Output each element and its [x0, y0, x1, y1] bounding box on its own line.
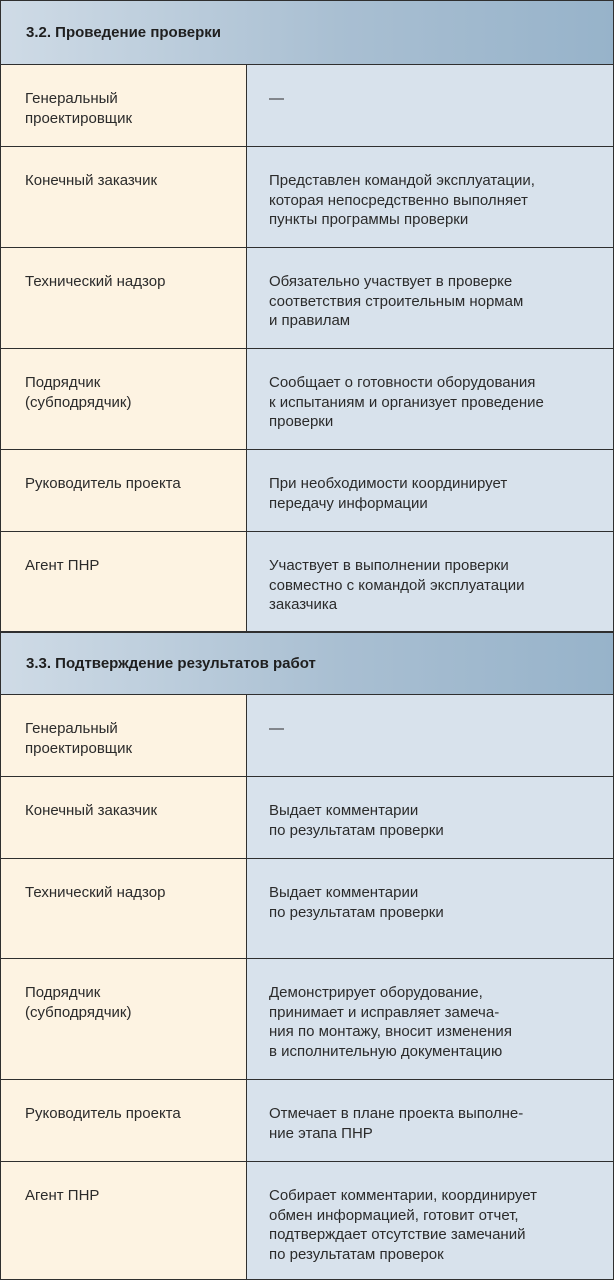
role-cell: Генеральный проектировщик [1, 65, 247, 146]
table-row [0, 1080, 614, 1162]
table-row [0, 147, 614, 248]
table-row [0, 450, 614, 532]
table-row [0, 65, 614, 147]
description-cell: Собирает комментарии, координирует обмен информацией, готовит отчет, подтверждает отсутствие замечаний по результатам проверок [247, 1162, 613, 1279]
table-row [0, 959, 614, 1080]
role-cell: Генеральный проектировщик [1, 695, 247, 776]
role-cell: Агент ПНР [1, 532, 247, 631]
table-row [0, 248, 614, 349]
description-cell: Представлен командой эксплуатации, которая непосредственно выполняет пункты программы проверки [247, 147, 613, 247]
table-row [0, 349, 614, 450]
section-title: 3.3. Подтверждение результатов работ [26, 655, 316, 672]
table-row [0, 1162, 614, 1280]
description-cell: Сообщает о готовности оборудования к испытаниям и организует проведение проверки [247, 349, 613, 449]
section-title: 3.2. Проведение проверки [26, 24, 221, 41]
description-cell: Участвует в выполнении проверки совместно с командой эксплуатации заказчика [247, 532, 613, 631]
role-cell: Технический надзор [1, 859, 247, 958]
description-cell: Демонстрирует оборудование, принимает и исправляет замеча- ния по монтажу, вносит изменения в исполнительную документацию [247, 959, 613, 1079]
table-row [0, 695, 614, 777]
description-cell: Отмечает в плане проекта выполне- ние этапа ПНР [247, 1080, 613, 1161]
table-row [0, 532, 614, 632]
role-cell: Технический надзор [1, 248, 247, 348]
section-header [0, 632, 614, 695]
description-cell: Выдает комментарии по результатам проверки [247, 859, 613, 958]
description-cell: — [247, 695, 613, 776]
description-cell: — [247, 65, 613, 146]
role-cell: Агент ПНР [1, 1162, 247, 1279]
description-cell: Выдает комментарии по результатам проверки [247, 777, 613, 858]
role-cell: Подрядчик (субподрядчик) [1, 959, 247, 1079]
role-cell: Конечный заказчик [1, 777, 247, 858]
table-row [0, 859, 614, 959]
table-row [0, 777, 614, 859]
description-cell: При необходимости координирует передачу информации [247, 450, 613, 531]
section-header [0, 0, 614, 65]
role-cell: Руководитель проекта [1, 450, 247, 531]
role-cell: Конечный заказчик [1, 147, 247, 247]
role-cell: Подрядчик (субподрядчик) [1, 349, 247, 449]
description-cell: Обязательно участвует в проверке соответствия строительным нормам и правилам [247, 248, 613, 348]
role-cell: Руководитель проекта [1, 1080, 247, 1161]
